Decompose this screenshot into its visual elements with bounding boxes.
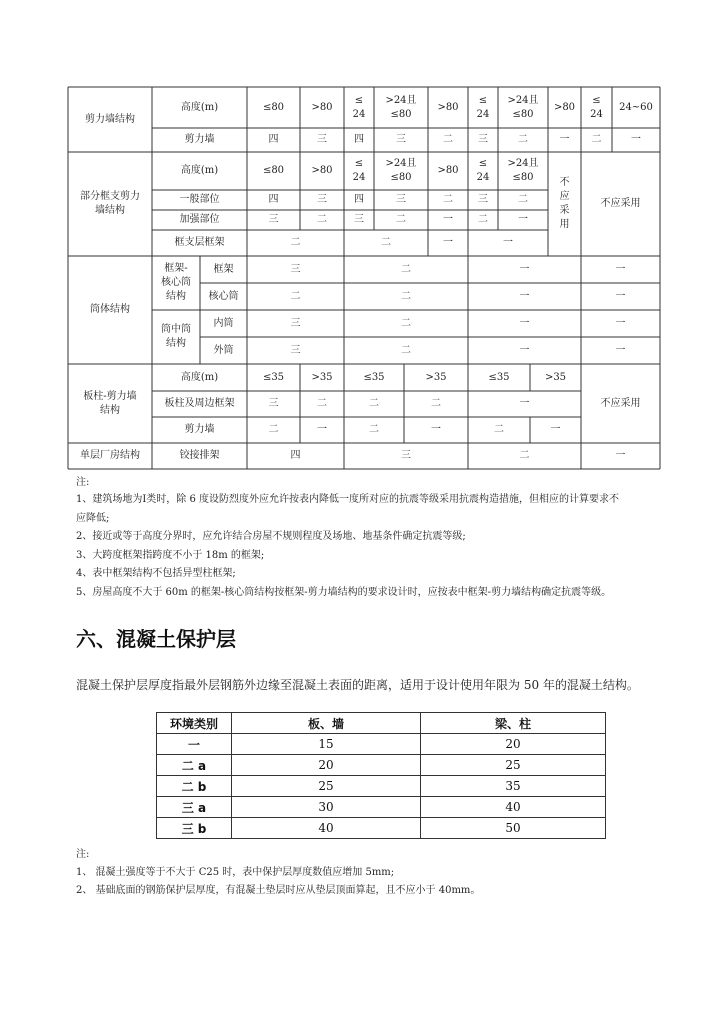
partial-strength-grade-6: 一 [518,214,528,225]
section-intro: 混凝土保护层厚度指最外层钢筋外边缘至混凝土表面的距离，适用于设计使用年限为 50 年的混凝土结构。 [76,678,639,692]
tube-outer-label: 外筒 [213,344,234,356]
cover-env-class: 二 a [157,755,232,776]
tube-fc-frame-grade-1: 二 [401,263,411,275]
shear-height-7: >80 [553,101,576,113]
slab-column-grade-3: 二 [431,398,441,409]
tube-fc-frame-grade-3: 一 [615,263,626,275]
partial-general-grade-5: 三 [478,194,488,205]
slab-height-4: ≤35 [488,371,510,383]
factory-frame-label: 铰接排架 [179,450,220,461]
shear-height-0: ≤80 [262,101,285,113]
slab-wall-grade-4: 二 [494,424,504,435]
notes1-title: 注: [76,477,90,488]
slab-wall-grade-2: 二 [369,424,379,435]
shear-wall-grade-9: 一 [631,134,641,145]
cover-slab-wall: 15 [232,734,421,755]
factory-grade-0: 四 [290,450,301,461]
partial-height-0: ≤80 [262,165,285,176]
factory-grade-2: 二 [519,450,530,461]
slab-wall-grade-0: 二 [268,424,279,435]
shear-wall-grade-5: 三 [478,134,488,145]
tube-fc-core-label: 核心筒 [208,290,239,302]
slab-not-applicable: 不应采用 [600,397,641,409]
partial-general-grade-6: 二 [518,194,528,205]
slab-wall-grade-1: 一 [317,424,327,435]
slab-height-label: 高度(m) [180,371,219,383]
tube-outer-grade-2: 一 [519,344,530,356]
tube-frame-core-label: 框架- 核心筒 结构 [161,263,191,302]
slab-height-3: >35 [425,371,447,383]
header-slab-wall: 板、墙 [232,713,421,734]
cover-env-class: 二 b [157,776,232,797]
tube-inner-grade-2: 一 [519,317,530,329]
shear-height-1: >80 [311,101,333,113]
row-label-shear-wall: 剪力墙结构 [85,113,135,125]
partial-not-applicable-vertical: 不 应 采 用 [559,177,570,230]
cover-env-class: 三 b [157,818,232,839]
partial-strength-grade-3: 二 [396,214,406,225]
header-beam-column: 梁、柱 [421,713,606,734]
slab-column-grade-0: 三 [268,398,279,409]
shear-wall-grade-7: 一 [559,134,570,145]
slab-height-5: >35 [544,371,567,383]
partial-height-label: 高度(m) [180,165,219,176]
partial-general-grade-0: 四 [268,194,279,205]
row-label-partial-frame: 部分框支剪力 墙结构 [80,191,140,216]
slab-height-2: ≤35 [363,371,385,383]
notes2-title: 注: [76,849,90,860]
cover-table-header-row [157,713,606,734]
partial-general-grade-1: 三 [317,194,327,205]
shear-height-label: 高度(m) [180,101,219,113]
cover-beam-column: 40 [421,797,606,818]
shear-wall-grade-4: 二 [443,134,453,145]
slab-column-label: 板柱及周边框架 [164,398,235,409]
partial-general-grade-3: 三 [396,194,406,205]
shear-height-6: >24且 ≤80 [507,94,539,120]
tube-fc-core-grade-2: 一 [519,290,530,302]
slab-column-grade-4: 一 [519,398,530,409]
note-line: 4、表中框架结构不包括异型柱框架; [76,568,236,579]
tube-fc-core-grade-3: 一 [615,290,626,302]
tube-inner-grade-1: 二 [401,317,411,329]
row-label-tube: 筒体结构 [90,304,130,315]
tube-fc-frame-grade-0: 三 [290,263,301,275]
note-line: 2、接近或等于高度分界时，应允许结合房屋不规则程度及场地、地基条件确定抗震等级; [76,531,466,542]
cover-beam-column: 50 [421,818,606,839]
tube-inner-grade-0: 三 [290,317,301,329]
cover-table-row [157,818,606,839]
partial-general-grade-4: 二 [443,194,453,205]
shear-wall-grade-2: 四 [354,134,364,145]
shear-wall-grade-6: 二 [518,134,528,145]
tube-inner-grade-3: 一 [615,317,626,329]
partial-strength-grade-2: 三 [354,214,364,225]
cover-thickness-table [156,712,606,839]
cover-table-row [157,797,606,818]
row-label-slab-column: 板柱-剪力墙 结构 [83,390,137,416]
partial-frame-grade-1: 二 [381,237,391,248]
partial-height-2: ≤ 24 [352,158,366,183]
header-env-class: 环境类别 [157,713,232,734]
note-line: 3、大跨度框架指跨度不小于 18m 的框架; [76,549,265,561]
cover-table-row [157,734,606,755]
partial-height-1: >80 [311,165,333,176]
tube-fc-frame-label: 框架 [213,263,234,275]
slab-column-grade-1: 二 [317,398,327,409]
note-line: 1、建筑场地为Ⅰ类时，除 6 度设防烈度外应允许按表内降低一度所对应的抗震等级采用抗震构造措施，但相应的计算要求不 [76,494,620,505]
cover-env-class: 三 a [157,797,232,818]
partial-height-6: >24且 ≤80 [507,158,539,183]
partial-height-3: >24且 ≤80 [385,158,417,183]
slab-height-0: ≤35 [262,371,285,383]
tube-outer-grade-0: 三 [290,344,301,356]
slab-wall-label: 剪力墙 [184,424,215,435]
shear-height-4: >80 [437,101,459,113]
cover-beam-column: 25 [421,755,606,776]
shear-height-8: ≤ 24 [590,94,603,120]
partial-strength-grade-1: 二 [317,214,327,225]
tube-in-tube-label: 筒中筒 结构 [161,324,191,349]
cover-table-row [157,755,606,776]
partial-strength-label: 加强部位 [179,214,220,225]
cover-beam-column: 35 [421,776,606,797]
cover-slab-wall: 20 [232,755,421,776]
shear-height-3: >24且 ≤80 [385,94,417,120]
cover-table-row [157,776,606,797]
shear-wall-label: 剪力墙 [184,134,215,145]
note-line: 应降低; [76,512,110,524]
factory-grade-3: 一 [615,450,626,461]
slab-height-1: >35 [311,371,333,383]
partial-not-applicable: 不应采用 [600,198,641,209]
note-line: 5、房屋高度不大于 60m 的框架-核心筒结构按框架-剪力墙结构的要求设计时，应按表中框架-剪力墙结构确定抗震等级。 [76,586,612,598]
tube-outer-grade-1: 二 [401,344,411,356]
row-label-factory: 单层厂房结构 [80,450,140,461]
tube-fc-core-grade-0: 二 [290,290,301,302]
partial-frame-grade-2: 一 [443,237,453,248]
partial-general-label: 一般部位 [179,194,220,205]
note-line: 1、 混凝土强度等于不大于 C25 时，表中保护层厚度数值应增加 5mm; [76,867,395,878]
partial-strength-grade-5: 二 [478,214,488,225]
partial-strength-grade-0: 三 [268,214,279,225]
partial-height-5: ≤ 24 [476,158,490,183]
tube-inner-label: 内筒 [213,317,234,329]
cover-env-class: 一 [157,734,232,755]
cover-slab-wall: 25 [232,776,421,797]
shear-wall-grade-1: 三 [317,134,327,145]
tube-outer-grade-3: 一 [615,344,626,356]
tube-fc-frame-grade-2: 一 [519,263,530,275]
partial-frame-label: 框支层框架 [174,237,225,248]
cover-beam-column: 20 [421,734,606,755]
partial-height-4: >80 [437,165,459,176]
shear-wall-grade-3: 三 [396,134,406,145]
cover-slab-wall: 40 [232,818,421,839]
section-heading: 六、混凝土保护层 [76,627,236,651]
slab-column-grade-2: 二 [369,398,379,409]
cover-slab-wall: 30 [232,797,421,818]
shear-wall-grade-0: 四 [268,134,279,145]
partial-frame-grade-3: 一 [503,237,513,248]
shear-height-5: ≤ 24 [476,94,490,120]
partial-strength-grade-4: 一 [443,214,453,225]
slab-wall-grade-5: 一 [550,424,561,435]
tube-fc-core-grade-1: 二 [401,290,411,302]
factory-grade-1: 三 [401,450,411,461]
partial-frame-grade-0: 二 [290,237,301,248]
slab-wall-grade-3: 一 [431,424,441,435]
shear-height-9: 24~60 [619,101,653,113]
shear-height-2: ≤ 24 [352,94,366,120]
note-line: 2、 基础底面的钢筋保护层厚度，有混凝土垫层时应从垫层顶面算起，且不应小于 40mm。 [76,885,481,896]
shear-wall-grade-8: 二 [591,134,602,145]
partial-general-grade-2: 四 [354,194,364,205]
